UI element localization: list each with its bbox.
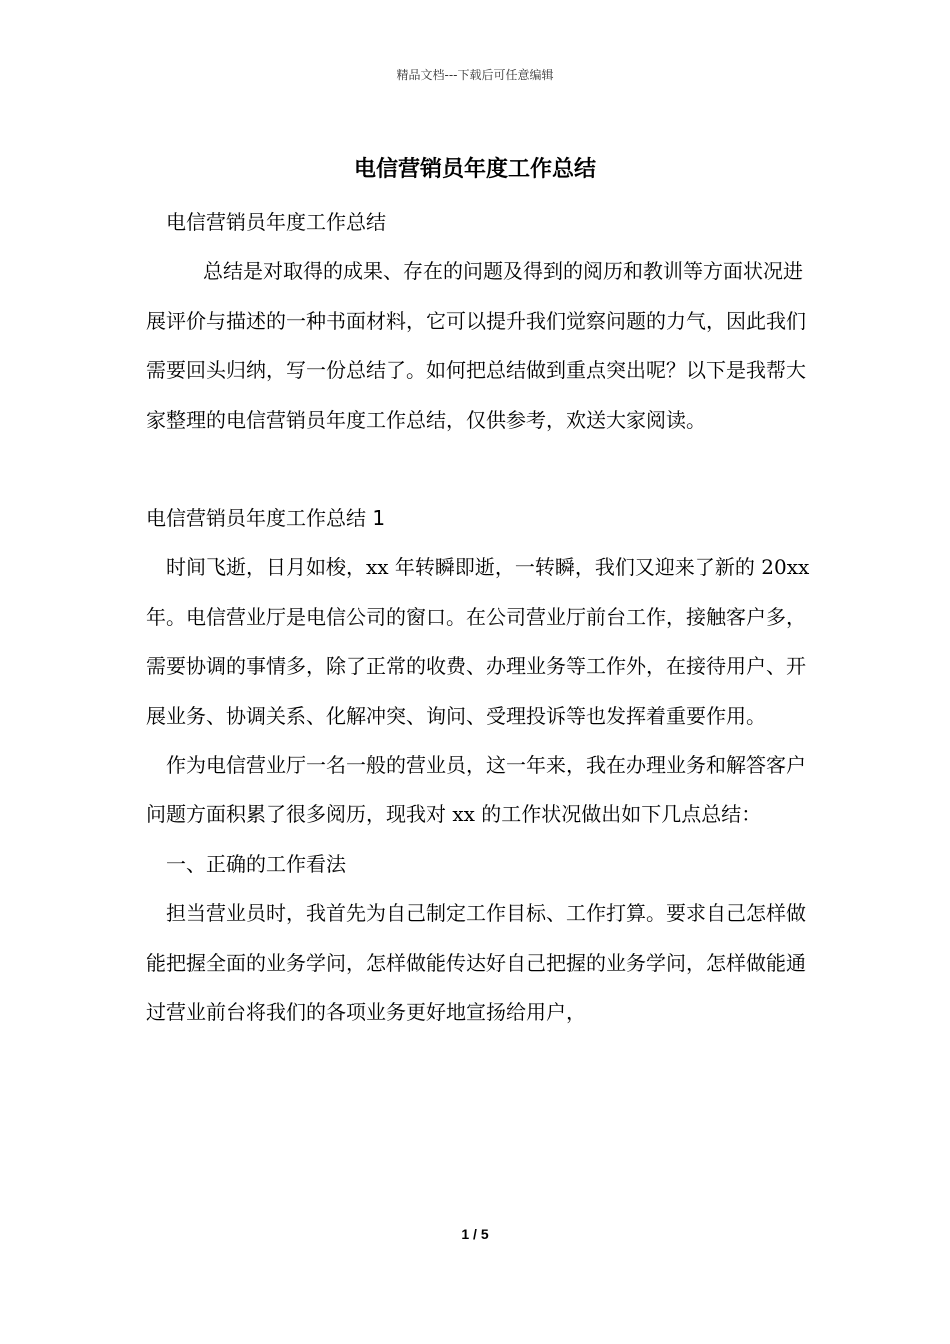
body-paragraph-2: 作为电信营业厅一名一般的营业员，这一年来，我在办理业务和解答客户问题方面积累了很多阅历，现我对 xx 的工作状况做出如下几点总结： (146, 753, 806, 827)
paragraph-gap (146, 445, 810, 494)
lead-paragraph: 电信营销员年度工作总结 (166, 210, 386, 234)
section-heading-1: 电信营销员年度工作总结 1 (146, 506, 386, 531)
intro-paragraph: 总结是对取得的成果、存在的问题及得到的阅历和教训等方面状况进展评价与描述的一种书面材料，它可以提升我们觉察问题的力气，因此我们需要回头归纳，写一份总结了。如何把总结做到重点突出呢？以下是我帮大家整理的电信营销员年度工作总结，仅供参考，欢送大家阅读。 (146, 259, 806, 432)
document-title: 电信营销员年度工作总结 (353, 157, 596, 182)
body-paragraph-3: 担当营业员时，我首先为自己制定工作目标、工作打算。要求自己怎样做能把握全面的业务学问，怎样做能传达好自己把握的业务学问，怎样做能通过营业前台将我们的各项业务更好地宣扬给用户， (146, 901, 806, 1025)
body-paragraph-1: 时间飞逝，日月如梭，xx 年转瞬即逝，一转瞬，我们又迎来了新的 20xx 年。电信营业厅是电信公司的窗口。在公司营业厅前台工作，接触客户多，需要协调的事情多，除了正常的收费、办理业务等工作外，在接待用户、开展业务、协调关系、化解冲突、询问、受理投诉等也发挥着重要作用。 (146, 555, 810, 728)
page-header: 精品文档---下载后可任意编辑 (396, 68, 554, 82)
page-number: 1 / 5 (461, 1226, 489, 1242)
document-body (146, 198, 810, 1038)
section-heading-2: 一、正确的工作看法 (166, 851, 346, 876)
